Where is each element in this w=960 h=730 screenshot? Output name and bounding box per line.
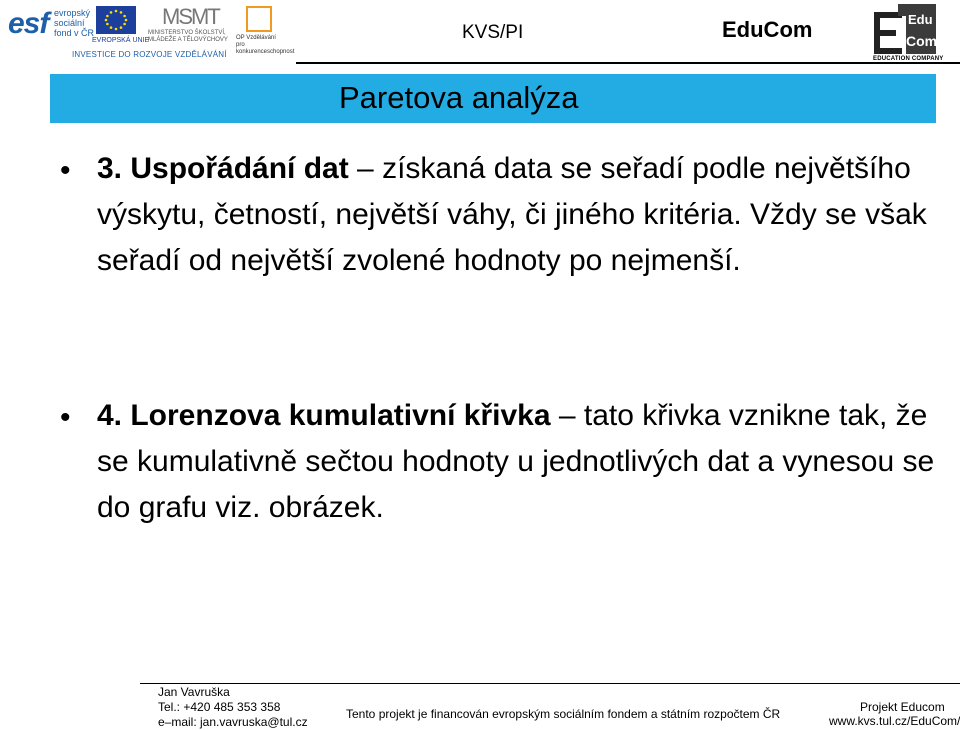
funding-note: Tento projekt je financován evropským sociálním fondem a státním rozpočtem ČR — [346, 707, 781, 721]
bullet-text: tato křivka vznikne tak, že se kumulativně sečtou hodnoty u jednotlivých dat a vynesou se do grafu viz. obrázek. — [97, 399, 935, 524]
msmt-logo-text: MINISTERSTVO ŠKOLSTVÍ, MLÁDEŽE A TĚLOVÝCHOVY — [148, 30, 228, 43]
esf-logo-text: evropský sociální fond v ČR — [54, 8, 95, 38]
author-email: e–mail: jan.vavruska@tul.cz — [158, 715, 308, 729]
brand-name: EduCom — [722, 17, 813, 42]
op-logo-icon — [246, 6, 272, 32]
author-name: Jan Vavruška — [158, 685, 230, 699]
msmt-logo: MSMT — [162, 4, 219, 29]
bullet-dot-icon: • — [60, 401, 71, 434]
project-url: www.kvs.tul.cz/EduCom/ — [829, 714, 960, 728]
eu-label: EVROPSKÁ UNIE — [92, 37, 150, 44]
author-phone: Tel.: +420 485 353 358 — [158, 700, 281, 714]
bullet-heading: 3. Uspořádání dat — [97, 152, 349, 185]
slide-title: Paretova analýza — [339, 80, 579, 115]
header-divider — [296, 62, 960, 64]
footer-divider — [140, 683, 960, 684]
esf-logo: esf — [8, 7, 49, 40]
bullet-heading: 4. Lorenzova kumulativní křivka — [97, 399, 551, 432]
bullet-dot-icon: • — [60, 154, 71, 187]
partner-logos — [0, 0, 300, 66]
bullet-item-3: 3. Uspořádání dat – získaná data se seřadí podle největšího výskytu, četností, největší váhy, či jiného kritéria. Vždy se však seřadí od největší zvolené hodnoty po nejmenší. — [97, 152, 927, 277]
educom-logo-caption: EDUCATION COMPANY — [873, 56, 944, 62]
course-code: KVS/PI — [462, 22, 524, 43]
svg-text:Com: Com — [906, 33, 938, 49]
project-name: Projekt Educom — [860, 700, 945, 714]
op-logo-text: OP Vzdělávání pro konkurenceschopnost — [236, 35, 295, 55]
bullet-text: získaná data se seřadí podle největšího výskytu, četností, největší váhy, či jiného kritéria. Vždy se však seřadí od největší zvolené hodnoty po nejmenší. — [97, 152, 927, 277]
eu-flag-icon — [96, 6, 136, 34]
bullet-item-4: 4. Lorenzova kumulativní křivka – tato křivka vznikne tak, že se kumulativně sečtou hodnoty u jednotlivých dat a vynesou se do grafu viz. obrázek. — [97, 399, 935, 524]
investice-slogan: INVESTICE DO ROZVOJE VZDĚLÁVÁNÍ — [72, 50, 227, 59]
svg-text:Edu: Edu — [908, 12, 933, 27]
educom-logo-icon — [872, 2, 938, 56]
